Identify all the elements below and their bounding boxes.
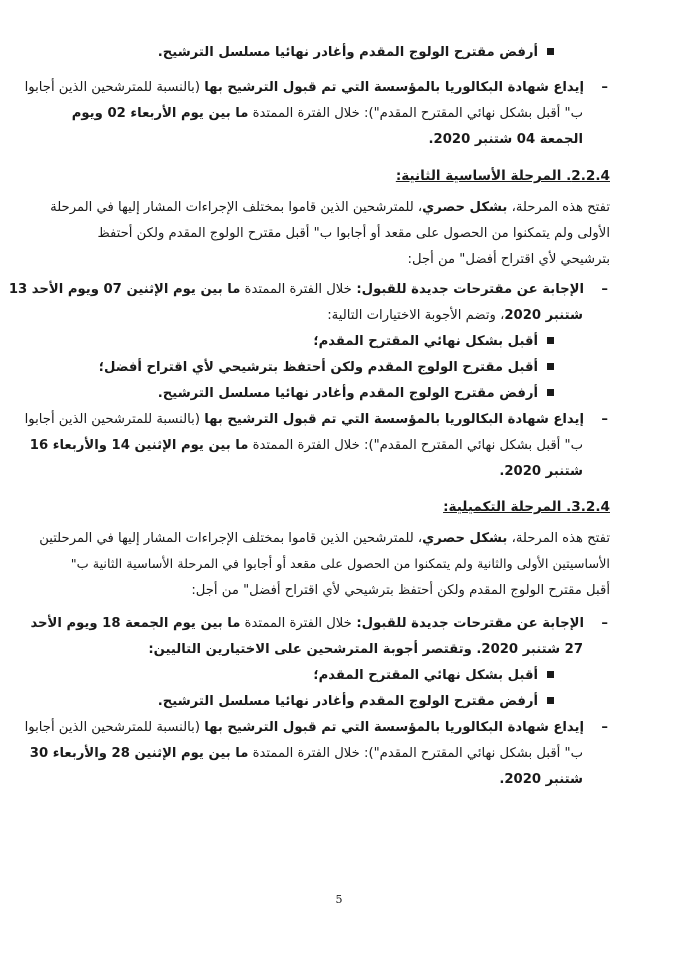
deposit-text: (بالنسبة للمترشحين الذين أجابوا bbox=[24, 720, 205, 735]
square-bullet-icon bbox=[547, 697, 554, 704]
intro-text: تفتح هذه المرحلة، bbox=[507, 531, 610, 546]
deposit-date-text: ما بين يوم الإثنين 14 والأربعاء 16 bbox=[29, 438, 249, 453]
option-text: أقبل بشكل نهائي المقترح المقدم؛ bbox=[313, 334, 538, 349]
answer-date-text: ما بين يوم الإثنين 07 ويوم الأحد 13 bbox=[8, 282, 241, 297]
deposit-line-3: الجمعة 04 شتنبر 2020. bbox=[428, 132, 583, 147]
answer-item bbox=[0, 614, 678, 634]
answer-text: خلال الفترة الممتدة bbox=[240, 282, 352, 297]
option-item bbox=[0, 332, 678, 352]
square-bullet-icon bbox=[547, 48, 554, 55]
deposit-line-3: شتنبر 2020. bbox=[499, 464, 583, 479]
deposit-bold-text: إيداع شهادة البكالوريا بالمؤسسة التي تم قبول الترشيح بها bbox=[204, 80, 584, 95]
section-heading-text: 3.2.4. المرحلة التكميلية: bbox=[443, 499, 610, 515]
section-intro-line-2: الأساسيتين الأولى والثانية ولم يتمكنوا من الحصول على مقعد أو أجابوا في المرحلة الأساسية الثانية ب" bbox=[70, 557, 610, 572]
answer-text: ، وتضم الأجوبة الاختيارات التالية: bbox=[327, 308, 505, 323]
deposit-line-2 bbox=[0, 744, 678, 764]
option-item bbox=[0, 358, 678, 378]
deposit-line-2 bbox=[0, 436, 678, 456]
answer-bold-text: الإجابة عن مقترحات جديدة للقبول: bbox=[351, 616, 584, 631]
page-number: 5 bbox=[335, 893, 343, 906]
deposit-item bbox=[0, 718, 678, 738]
square-bullet-icon bbox=[547, 337, 554, 344]
deposit-date-text: ما بين يوم الإثنين 28 والأربعاء 30 bbox=[29, 746, 249, 761]
bullet-text: أرفض مقترح الولوج المقدم وأغادر نهائيا مسلسل الترشيح. bbox=[157, 45, 538, 60]
section-intro bbox=[0, 198, 678, 218]
option-text: أقبل مقترح الولوج المقدم ولكن أحتفظ بترشيحي لأي اقتراح أفضل؛ bbox=[98, 360, 538, 375]
option-text: أرفض مقترح الولوج المقدم وأغادر نهائيا مسلسل الترشيح. bbox=[157, 694, 538, 709]
deposit-bold-text: إيداع شهادة البكالوريا بالمؤسسة التي تم قبول الترشيح بها bbox=[204, 720, 584, 735]
dash-bullet-icon: – bbox=[601, 412, 608, 427]
option-item bbox=[0, 384, 678, 404]
section-intro-line-2: الأولى ولم يتمكنوا من الحصول على مقعد أو أجابوا ب" أقبل مقترح الولوج المقدم ولكن أحتفظ bbox=[97, 226, 610, 241]
intro-text: تفتح هذه المرحلة، bbox=[507, 200, 610, 215]
answer-text: خلال الفترة الممتدة bbox=[240, 616, 352, 631]
answer-item bbox=[0, 280, 678, 300]
deposit-text: (بالنسبة للمترشحين الذين أجابوا bbox=[24, 412, 205, 427]
deposit-text: ب" أقبل بشكل نهائي المقترح المقدم"): خلال الفترة الممتدة bbox=[248, 438, 583, 453]
intro-bold-text: بشكل حصري bbox=[422, 200, 508, 215]
dash-bullet-icon: – bbox=[601, 720, 608, 735]
square-bullet-icon bbox=[547, 389, 554, 396]
deposit-item bbox=[0, 78, 678, 98]
deposit-date-text: ما بين يوم الأربعاء 02 ويوم bbox=[71, 106, 249, 121]
answer-line-2 bbox=[0, 306, 678, 326]
deposit-text: ب" أقبل بشكل نهائي المقترح المقدم"): خلال الفترة الممتدة bbox=[248, 106, 583, 121]
intro-text: ، للمترشحين الذين قاموا بمختلف الإجراءات المشار إليها في المرحلة bbox=[50, 200, 423, 215]
bullet-item bbox=[0, 43, 678, 63]
deposit-text: ب" أقبل بشكل نهائي المقترح المقدم"): خلال الفترة الممتدة bbox=[248, 746, 583, 761]
section-intro-line-3: بترشيحي لأي اقتراح أفضل" من أجل: bbox=[407, 252, 610, 267]
option-text: أرفض مقترح الولوج المقدم وأغادر نهائيا مسلسل الترشيح. bbox=[157, 386, 538, 401]
option-item bbox=[0, 666, 678, 686]
deposit-text: (بالنسبة للمترشحين الذين أجابوا bbox=[24, 80, 205, 95]
intro-text: ، للمترشحين الذين قاموا بمختلف الإجراءات المشار إليها في المرحلتين bbox=[39, 531, 423, 546]
square-bullet-icon bbox=[547, 671, 554, 678]
intro-bold-text: بشكل حصري bbox=[422, 531, 508, 546]
dash-bullet-icon: – bbox=[601, 616, 608, 631]
section-intro-line-3: أقبل مقترح الولوج المقدم ولكن أحتفظ بترشيحي لأي اقتراح أفضل" من أجل: bbox=[191, 583, 610, 598]
section-intro bbox=[0, 529, 678, 549]
section-heading bbox=[0, 166, 678, 186]
dash-bullet-icon: – bbox=[601, 282, 608, 297]
option-text: أقبل بشكل نهائي المقترح المقدم؛ bbox=[313, 668, 538, 683]
dash-bullet-icon: – bbox=[601, 80, 608, 95]
section-heading bbox=[0, 497, 678, 517]
deposit-bold-text: إيداع شهادة البكالوريا بالمؤسسة التي تم قبول الترشيح بها bbox=[204, 412, 584, 427]
answer-line-2: 27 شتنبر 2020. وتقتصر أجوبة المترشحين على الاختيارين التاليين: bbox=[148, 642, 583, 657]
answer-bold-text: الإجابة عن مقترحات جديدة للقبول: bbox=[351, 282, 584, 297]
deposit-item bbox=[0, 410, 678, 430]
section-heading-text: 2.2.4. المرحلة الأساسية الثانية: bbox=[395, 168, 610, 184]
deposit-line-2 bbox=[0, 104, 678, 124]
deposit-line-3: شتنبر 2020. bbox=[499, 772, 583, 787]
square-bullet-icon bbox=[547, 363, 554, 370]
answer-date-text: ما بين يوم الجمعة 18 ويوم الأحد bbox=[30, 616, 241, 631]
answer-bold-text: شتنبر 2020 bbox=[504, 308, 583, 323]
option-item bbox=[0, 692, 678, 712]
